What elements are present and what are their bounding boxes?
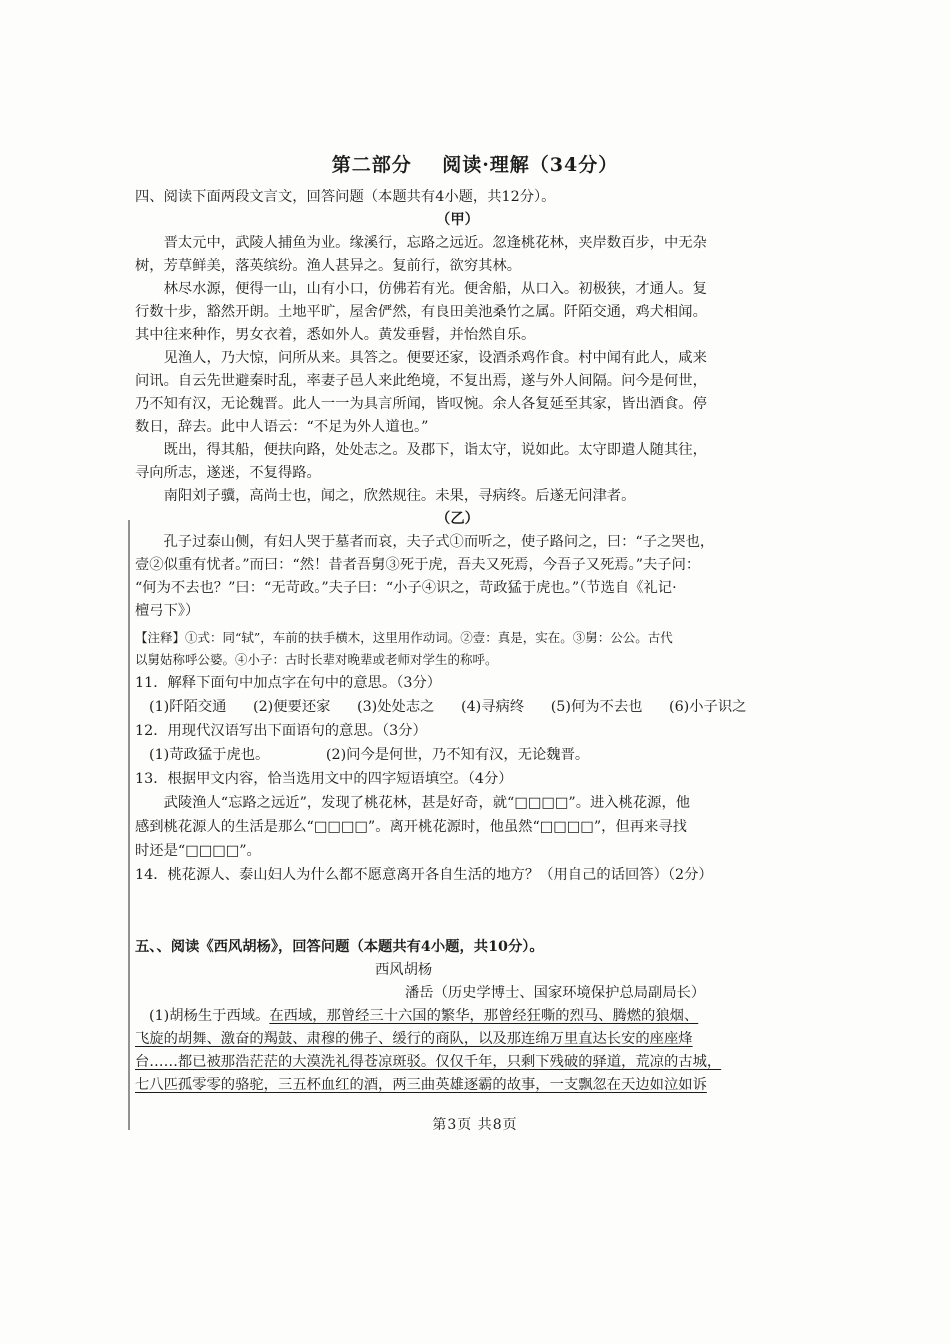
question-13-text: 时还是“□□□□”。 xyxy=(135,843,261,859)
passage-line: 行数十步，豁然开朗。土地平旷，屋舍俨然，有良田美池桑竹之属。阡陌交通，鸡犬相闻。 xyxy=(135,304,707,320)
section-4-heading: 四、阅读下面两段文言文，回答问题（本题共有4小题，共12分）。 xyxy=(135,189,556,205)
section-5 xyxy=(135,936,780,1097)
article-author: 潘岳（历史学博士、国家环境保护总局副局长） xyxy=(405,985,706,1001)
item-text: (1)苛政猛于虎也。 xyxy=(149,747,270,763)
option-item: (6)小子识之 xyxy=(669,699,747,715)
passage-line: 檀弓下》） xyxy=(135,603,200,619)
underlined-text: 在西域，那曾经三十六国的繁华，那曾经狂嘶的烈马、腾燃的狼烟、 xyxy=(269,1008,699,1024)
passage-yi xyxy=(135,531,780,623)
passage-yi-label: （乙） xyxy=(436,511,479,527)
page-title: 第二部分 阅读·理解（34分） xyxy=(331,154,619,176)
item-text: (2)问今是何世，乃不知有汉，无论魏晋。 xyxy=(325,747,590,763)
passage-line: 问讯。自云先世避秦时乱，率妻子邑人来此绝境，不复出焉，遂与外人间隔。问今是何世， xyxy=(135,373,707,389)
article-title: 西风胡杨 xyxy=(375,962,433,978)
passage-line: 晋太元中，武陵人捕鱼为业。缘溪行，忘路之远近。忽逢桃花林，夹岸数百步，中无杂 xyxy=(163,235,707,251)
passage-line: 数日，辞去。此中人语云：“不足为外人道也。” xyxy=(135,419,429,435)
passage-line: 林尽水源，便得一山，山有小口，仿佛若有光。便舍船，从口入。初极狭，才通人。复 xyxy=(163,281,707,297)
question-13-text: 感到桃花源人的生活是那么“□□□□”。离开桃花源时，他虽然“□□□□”，但再来寻找 xyxy=(135,819,687,835)
question-13: 13．根据甲文内容，恰当选用文中的四字短语填空。（4分） xyxy=(135,771,513,787)
passage-line: 乃不知有汉，无论魏晋。此人一一为具言所闻，皆叹惋。余人各复延至其家，皆出酒食。停 xyxy=(135,396,707,412)
passage-line: 其中往来种作，男女衣着，悉如外人。黄发垂髫，并怡然自乐。 xyxy=(135,327,536,343)
passage-line: 寻向所志，遂迷，不复得路。 xyxy=(135,465,321,481)
passage-line: 见渔人，乃大惊，问所从来。具答之。便要还家，设酒杀鸡作食。村中闻有此人，咸来 xyxy=(163,350,707,366)
paragraph-line: 飞旋的胡舞、激奋的羯鼓、肃穆的佛子、缓行的商队，以及那连绵万里直达长安的座座烽 xyxy=(135,1031,693,1047)
passage-line: 树，芳草鲜美，落英缤纷。渔人甚异之。复前行，欲穷其林。 xyxy=(135,258,522,274)
passage-jia-label: （甲） xyxy=(436,212,479,228)
passage-line: 既出，得其船，便扶向路，处处志之。及郡下，诣太守，说如此。太守即遣人随其往， xyxy=(163,442,707,458)
article-paragraph xyxy=(135,1005,780,1028)
margin-rule xyxy=(128,520,130,1130)
option-item: (2)便要还家 xyxy=(253,699,331,715)
passage-jia xyxy=(135,232,780,508)
passage-line: 孔子过泰山侧，有妇人哭于墓者而哀，夫子式①而听之，使子路问之，曰：“子之哭也， xyxy=(163,534,715,550)
passage-line: 壹②似重有忧者。”而曰：“然！昔者吾舅③死于虎，吾夫又死焉，今吾子又死焉。”夫子问： xyxy=(135,557,701,573)
annotation-line: 以舅姑称呼公婆。④小子：古时长辈对晚辈或老师对学生的称呼。 xyxy=(135,652,498,667)
question-11: 11．解释下面句中加点字在句中的意思。（3分） xyxy=(135,675,442,691)
question-12-items xyxy=(135,743,780,767)
annotation-line: 【注释】①式：同“轼”，车前的扶手横木，这里用作动词。②壹：真是，实在。③舅：公公。古代 xyxy=(135,630,673,645)
option-item: (5)何为不去也 xyxy=(550,699,643,715)
paragraph-line: 台……都已被那浩茫茫的大漠洗礼得苍凉斑驳。仅仅千年，只剩下残破的驿道，荒凉的古城， xyxy=(135,1054,722,1070)
option-item: (3)处处志之 xyxy=(357,699,435,715)
page-footer: 第3页 共8页 xyxy=(432,1117,518,1133)
paragraph-text: (1)胡杨生于西域。 xyxy=(149,1008,270,1024)
question-11-options xyxy=(135,695,780,719)
section-4 xyxy=(135,186,780,887)
section-5-heading: 五、、阅读《西风胡杨》，回答问题（本题共有4小题，共10分）。 xyxy=(135,939,544,955)
question-12: 12．用现代汉语写出下面语句的意思。（3分） xyxy=(135,723,427,739)
annotations xyxy=(135,627,780,671)
question-13-text: 武陵渔人“忘路之远近”，发现了桃花林，甚是好奇，就“□□□□”。进入桃花源，他 xyxy=(163,795,691,811)
passage-line: “何为不去也？”曰：“无苛政。”夫子曰：“小子④识之，苛政猛于虎也。”（节选自《礼记· xyxy=(135,580,677,596)
question-14: 14．桃花源人、泰山妇人为什么都不愿意离开各自生活的地方？（用自己的话回答）（2分） xyxy=(135,867,713,883)
passage-line: 南阳刘子骥，高尚士也，闻之，欣然规往。未果，寻病终。后遂无问津者。 xyxy=(163,488,636,504)
option-item: (1)阡陌交通 xyxy=(149,699,227,715)
paragraph-line: 七八匹孤零零的骆驼，三五杯血红的酒，两三曲英雄逐霸的故事，一支飘忽在天边如泣如诉 xyxy=(135,1077,707,1093)
option-item: (4)寻病终 xyxy=(461,699,525,715)
